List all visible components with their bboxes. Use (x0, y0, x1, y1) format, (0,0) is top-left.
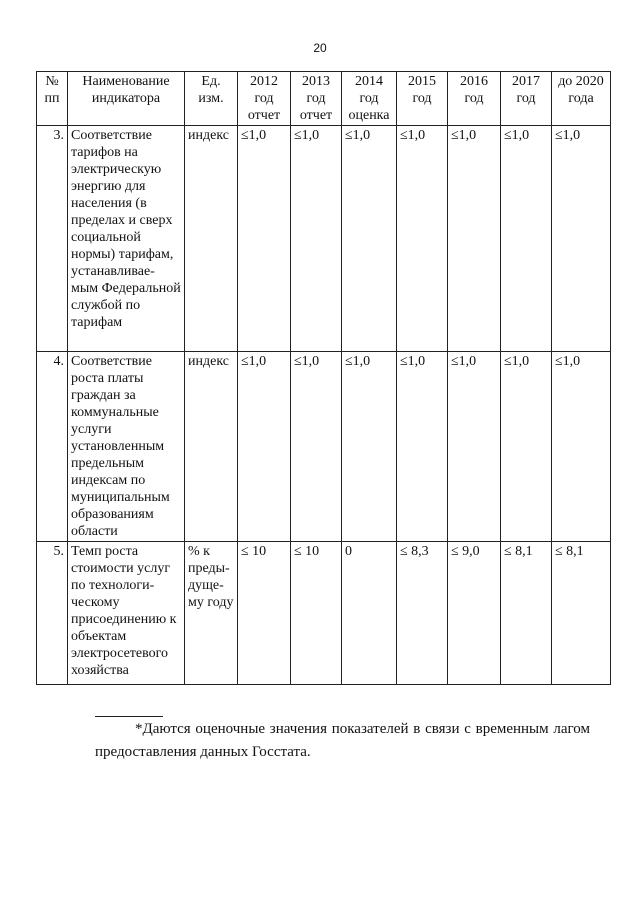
row-number: 3. (37, 126, 68, 352)
header-2013: 2013 год отчет (291, 72, 342, 126)
header-unit: Ед. изм. (185, 72, 238, 126)
footnote-marker: * (135, 721, 143, 737)
header-2012: 2012 год отчет (238, 72, 291, 126)
header-2017: 2017 год (501, 72, 552, 126)
value-2014: ≤1,0 (342, 352, 397, 542)
value-2015: ≤ 8,3 (397, 542, 448, 685)
value-2020: ≤ 8,1 (552, 542, 611, 685)
value-2012: ≤1,0 (238, 352, 291, 542)
header-num: № пп (37, 72, 68, 126)
value-2015: ≤1,0 (397, 352, 448, 542)
value-2013: ≤ 10 (291, 542, 342, 685)
header-name: Наименование индикатора (68, 72, 185, 126)
row-number: 5. (37, 542, 68, 685)
value-2017: ≤ 8,1 (501, 542, 552, 685)
value-2013: ≤1,0 (291, 352, 342, 542)
indicator-name: Соответствие роста платы граждан за коммунальные услуги установленным предельным индексам по муниципальным образованиям области (68, 352, 185, 542)
value-2014: 0 (342, 542, 397, 685)
value-2016: ≤1,0 (448, 126, 501, 352)
footnote-text: Даются оценочные значения показателей в связи с временным лагом предоставления данных Госстата. (95, 721, 590, 760)
value-2020: ≤1,0 (552, 352, 611, 542)
table-row (37, 542, 611, 685)
value-2012: ≤1,0 (238, 126, 291, 352)
value-2014: ≤1,0 (342, 126, 397, 352)
value-2020: ≤1,0 (552, 126, 611, 352)
value-2013: ≤1,0 (291, 126, 342, 352)
table-row (37, 352, 611, 542)
unit-cell: % к преды-дуще-му году (185, 542, 238, 685)
value-2017: ≤1,0 (501, 352, 552, 542)
header-row (37, 72, 611, 126)
row-number: 4. (37, 352, 68, 542)
unit-cell: индекс (185, 352, 238, 542)
value-2016: ≤ 9,0 (448, 542, 501, 685)
indicator-name: Соответствие тарифов на электрическую энергию для населения (в пределах и сверх социальной нормы) тарифам, устанавливае-мым Федеральной службой по тарифам (68, 126, 185, 352)
footnote-divider (95, 716, 163, 717)
value-2015: ≤1,0 (397, 126, 448, 352)
header-2020: до 2020 года (552, 72, 611, 126)
header-2015: 2015 год (397, 72, 448, 126)
value-2016: ≤1,0 (448, 352, 501, 542)
value-2012: ≤ 10 (238, 542, 291, 685)
header-2016: 2016 год (448, 72, 501, 126)
indicators-table (36, 71, 611, 685)
value-2017: ≤1,0 (501, 126, 552, 352)
indicator-name: Темп роста стоимости услуг по технологи-ческому присоединению к объектам электросетевого хозяйства (68, 542, 185, 685)
unit-cell: индекс (185, 126, 238, 352)
table-row (37, 126, 611, 352)
header-2014: 2014 год оценка (342, 72, 397, 126)
footnote (95, 718, 590, 764)
page-number: 20 (313, 41, 327, 55)
